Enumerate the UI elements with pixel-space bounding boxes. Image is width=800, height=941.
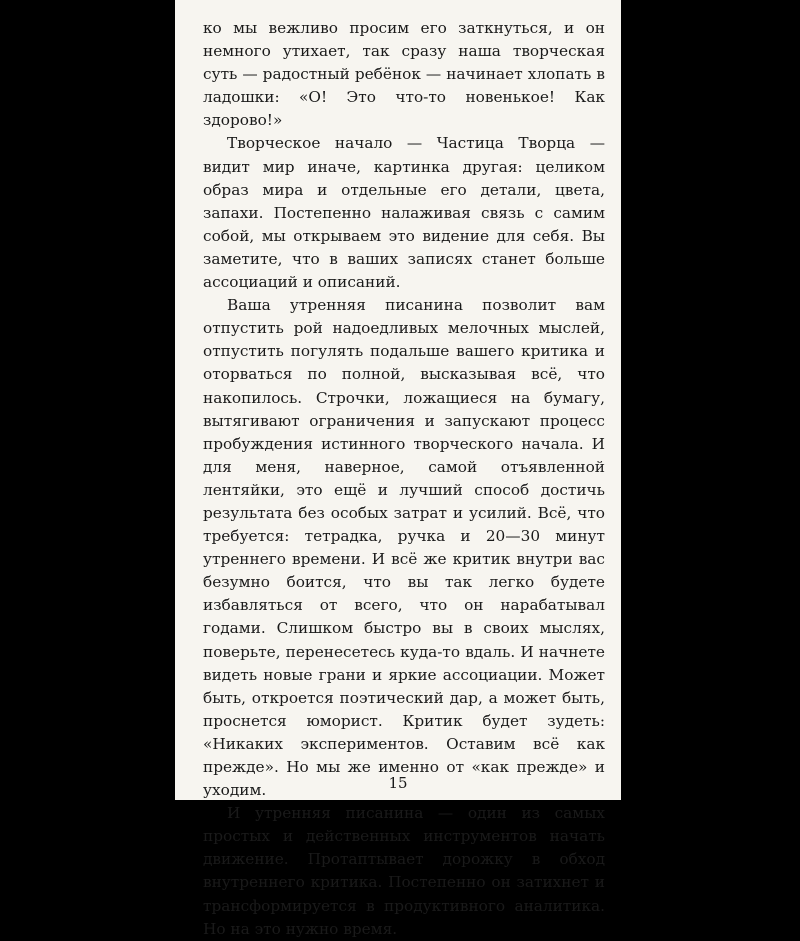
paragraph: Творческое начало — Частица Творца — видит мир иначе, картинка другая: целиком образ мира и отдельные его детали, цвета, запахи. Постепенно налаживая связь с самим собой, мы открываем это видение для себя. Вы заметите, что в ваших записях станет больше ассоциаций и описаний. (203, 134, 605, 292)
paragraph: И утренняя писанина — один из самых простых и действенных инструментов начать движение. Протаптывает дорожку в обход внутреннего критика. Постепенно он затихнет и трансформируется в продуктивного аналитика. Но на это нужно время. (203, 804, 605, 938)
page-text (203, 17, 605, 941)
paragraph-continued: ко мы вежливо просим его заткнуться, и он немного утихает, так сразу наша творческая суть — радостный ребёнок — начинает хлопать в ладошки: «О! Это что-то новенькое! Как здорово!» (203, 19, 605, 130)
book-page (175, 0, 621, 938)
page-number: 15 (388, 774, 408, 792)
paragraph: Ваша утренняя писанина позволит вам отпустить рой надоедливых мелочных мыслей, отпустить погулять подальше вашего критика и оторваться по полной, высказывая всё, что накопилось. Строчки, ложащиеся на бумагу, вытягивают ограничения и запускают процесс пробуждения истинного творческого начала. И для меня, наверное, самой отъявленной лентяйки, это ещё и лучший способ достичь результата без особых затрат и усилий. Всё, что требуется: тетрадка, ручка и 20—30 минут утреннего времени. И всё же критик внутри вас безумно боится, что вы так легко будете избавляться от всего, что он нарабатывал годами. Слишком быстро вы в своих мыслях, поверьте, перенесетесь куда-то вдаль. И начнете видеть новые грани и яркие ассоциации. Может быть, откроется поэтический дар, а может быть, проснется юморист. Критик будет зудеть: «Никаких экспериментов. Оставим всё как прежде». Но мы же именно от «как прежде» и уходим. (203, 296, 605, 800)
